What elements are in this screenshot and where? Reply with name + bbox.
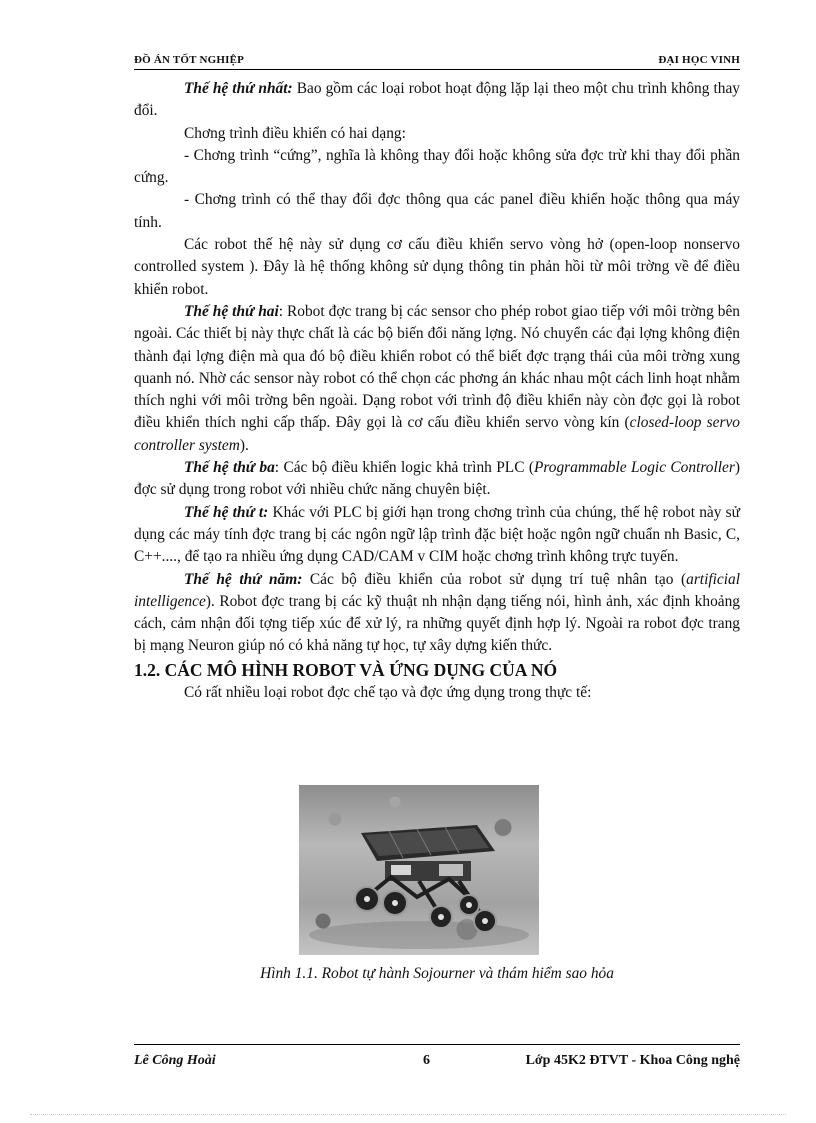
paragraph-gen5 <box>134 569 740 658</box>
page-footer <box>134 1044 740 1068</box>
gen1-heading: Thế hệ thứ nhất: <box>184 80 293 97</box>
paragraph-gen3 <box>134 457 740 502</box>
paragraph-gen4 <box>134 502 740 569</box>
gen2-text: : Robot đợc trang bị các sensor cho phép robot giao tiếp với môi trờng bên ngoài. Các thiết bị này thực chất là các bộ biến đổi năng lợng. Nó chuyển các đại lợng không điện thành đại lợng điện mà qua đó bộ điều khiển robot có thể biết đợc trạng thái của môi trờng xung quanh nó. Nhờ các sensor này robot có thể chọn các phơng án khác nhau một cách linh hoạt nhằm thích nghi với môi trờng bên ngoài. Dạng robot với trình độ điều khiển này còn đợc gọi là robot điều khiển thích nghi cấp thấp. Đây gọi là cơ cấu điều khiển servo vòng kín ( <box>134 302 740 432</box>
page-header <box>134 54 740 70</box>
figure-sojourner-rover <box>299 785 539 955</box>
gen5-text: Các bộ điều khiển của robot sử dụng trí tuệ nhân tạo ( <box>302 570 687 588</box>
gen2-heading: Thế hệ thứ hai <box>184 302 279 320</box>
footer-class-info: Lớp 45K2 ĐTVT - Khoa Công nghệ <box>525 1053 740 1068</box>
gen4-heading: Thế hệ thứ t: <box>184 503 269 521</box>
gen5-term: artificial intelligence <box>134 570 740 610</box>
gen4-text: Khác với PLC bị giới hạn trong chơng trình của chúng, thế hệ robot này sử dụng các máy tính đợc trang bị các ngôn ngữ lập trình đặc biệt hoặc ngôn ngữ chuẩn nh Basic, C, C++...., để tạo ra nhiều ứng dụng CAD/CAM v CIM hoặc chơng trình không trực tuyến. <box>134 503 741 566</box>
paragraph-program-fixed: - Chơng trình “cứng”, nghĩa là không thay đổi hoặc không sửa đợc trừ khi thay đổi phần cứng. <box>134 146 740 187</box>
header-left: ĐỒ ÁN TỐT NGHIỆP <box>134 54 245 66</box>
page-number: 6 <box>423 1053 430 1068</box>
paragraph-program-changeable: - Chơng trình có thể thay đổi đợc thông qua các panel điều khiển hoặc thông qua máy tính. <box>134 191 740 231</box>
gen3-text: : Các bộ điều khiển logic khả trình PLC ( <box>274 459 534 477</box>
gen3-heading: Thế hệ thứ ba <box>184 459 275 477</box>
paragraph-gen2 <box>134 301 740 457</box>
section-intro: Có rất nhiều loại robot đợc chế tạo và đợc ứng dụng trong thực tế: <box>184 683 592 701</box>
gen5-heading: Thế hệ thứ năm: <box>184 570 303 588</box>
header-right: ĐẠI HỌC VINH <box>658 54 740 66</box>
gen2-end: ). <box>239 436 249 454</box>
paragraph-gen1 <box>134 78 740 123</box>
gen5-end: ). Robot đợc trang bị các kỹ thuật nh nhận dạng tiếng nói, hình ảnh, xác định khoảng cách, cảm nhận đối tợng tiếp xúc để xử lý, ra những quyết định hợp lý. Ngoài ra robot đợc trang bị mạng Neuron giúp nó có khả năng tự học, tự xây dựng kiến thức. <box>134 592 740 655</box>
section-title: 1.2. CÁC MÔ HÌNH ROBOT VÀ ỨNG DỤNG CỦA NÓ <box>134 659 558 680</box>
gen3-term: Programmable Logic Controller <box>533 459 735 477</box>
gen1-text: Bao gồm các loại robot hoạt động lặp lại theo một chu trình không thay đổi. <box>134 80 740 120</box>
rover-illustration <box>299 785 539 955</box>
gen2-term: closed-loop servo controller system <box>134 414 740 454</box>
footer-author: Lê Công Hoài <box>134 1053 216 1068</box>
paragraph-program-types: Chơng trình điều khiển có hai dạng: <box>184 124 406 142</box>
page-boundary-divider <box>30 1114 786 1115</box>
gen3-end: ) đợc sử dụng trong robot với nhiều chức năng chuyên biệt. <box>134 459 740 499</box>
figure-caption: Hình 1.1. Robot tự hành Sojourner và thám hiểm sao hỏa <box>260 965 614 982</box>
page-body <box>134 78 740 704</box>
paragraph-open-loop: Các robot thế hệ này sử dụng cơ cấu điều khiển servo vòng hở (open-loop nonservo controlled system ). Đây là hệ thống không sử dụng thông tin phản hồi từ môi trờng về để điều khiển robot. <box>134 236 740 298</box>
